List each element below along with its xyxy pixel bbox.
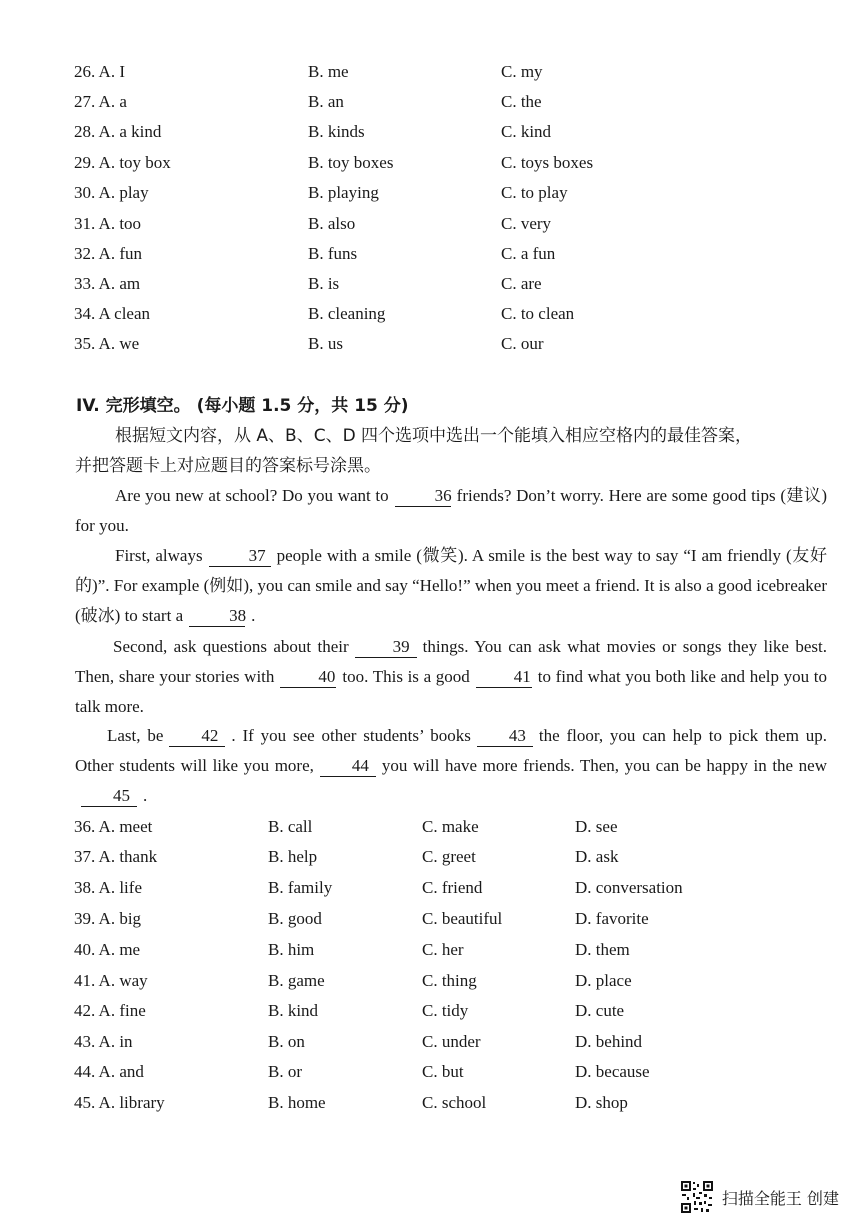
passage-text: Are you new at school? Do you want to	[115, 486, 389, 505]
option-b: B. an	[308, 92, 344, 111]
option-c: C. to play	[501, 183, 568, 202]
option-c: C. beautiful	[422, 909, 503, 928]
option-c: C. her	[422, 940, 464, 959]
passage-paragraph-4	[75, 721, 827, 811]
scanner-watermark	[680, 1180, 839, 1214]
instruction-line-2: 并把答题卡上对应题目的答案标号涂黑。	[75, 456, 381, 476]
blank-36: 36	[395, 486, 451, 507]
blank-41: 41	[476, 667, 532, 688]
option-b: B. game	[268, 971, 325, 990]
blank-40: 40	[280, 667, 336, 688]
qr-code-icon	[680, 1180, 714, 1214]
option-c: C. tidy	[422, 1001, 469, 1020]
option-a: 43. A. in	[74, 1032, 133, 1051]
passage-text: .	[143, 786, 148, 805]
option-b: B. playing	[308, 183, 379, 202]
option-a: 26. A. I	[74, 62, 125, 81]
option-d: D. because	[575, 1062, 650, 1081]
passage-paragraph-1	[75, 481, 827, 541]
option-a: 35. A. we	[74, 334, 140, 353]
option-b: B. or	[268, 1062, 302, 1081]
section-title: IV. 完形填空。 (每小题 1.5 分，共 15 分)	[76, 396, 409, 416]
option-a: 34. A clean	[74, 304, 151, 323]
option-a: 27. A. a	[74, 92, 127, 111]
option-c: C. our	[501, 334, 544, 353]
option-b: B. toy boxes	[308, 153, 394, 172]
passage-paragraph-3	[75, 632, 827, 722]
option-b: B. on	[268, 1032, 305, 1051]
blank-39: 39	[355, 637, 417, 658]
option-b: B. also	[308, 214, 356, 233]
blank-42: 42	[169, 726, 225, 747]
option-a: 33. A. am	[74, 274, 141, 293]
option-b: B. him	[268, 940, 315, 959]
passage-text: .	[251, 606, 256, 625]
option-c: C. under	[422, 1032, 481, 1051]
option-a: 39. A. big	[74, 909, 142, 928]
option-b: B. us	[308, 334, 343, 353]
passage-text: First, always	[115, 546, 203, 565]
option-b: B. help	[268, 847, 318, 866]
blank-37: 37	[209, 546, 271, 567]
passage-text: friends? Don’t worry. Here are some good tips (建议) for you.	[75, 486, 827, 535]
option-c: C. kind	[501, 122, 552, 141]
passage-text: you will have more friends. Then, you can be happy in the new	[381, 756, 827, 775]
option-c: C. make	[422, 817, 479, 836]
option-a: 28. A. a kind	[74, 122, 162, 141]
option-b: B. cleaning	[308, 304, 386, 323]
passage-text: Second, ask questions about their	[113, 637, 349, 656]
blank-45: 45	[81, 786, 137, 807]
option-c: C. but	[422, 1062, 464, 1081]
instruction-line-1: 根据短文内容，从 A、B、C、D 四个选项中选出一个能填入相应空格内的最佳答案，	[115, 426, 753, 446]
passage-paragraph-2	[75, 541, 827, 631]
option-a: 40. A. me	[74, 940, 141, 959]
option-a: 32. A. fun	[74, 244, 142, 263]
option-d: D. conversation	[575, 878, 683, 897]
option-a: 38. A. life	[74, 878, 142, 897]
passage-text: the floor, you can help to pick them up. Other students will like you more,	[75, 726, 827, 775]
option-c: C. the	[501, 92, 542, 111]
option-b: B. family	[268, 878, 333, 897]
option-c: C. greet	[422, 847, 476, 866]
option-b: B. kind	[268, 1001, 319, 1020]
option-b: B. is	[308, 274, 340, 293]
option-c: C. toys boxes	[501, 153, 594, 172]
blank-38: 38	[189, 606, 245, 627]
option-a: 37. A. thank	[74, 847, 158, 866]
option-c: C. to clean	[501, 304, 575, 323]
option-c: C. thing	[422, 971, 477, 990]
option-a: 45. A. library	[74, 1093, 165, 1112]
passage-text: to find what you both like and help you to talk more.	[75, 667, 827, 716]
option-d: D. place	[575, 971, 632, 990]
option-b: B. call	[268, 817, 313, 836]
passage-text: people with a smile (微笑). A smile is the best way to say “I am friendly (友好的)”. For example (例如), you can smile and say “Hello!” when you meet a friend. It is also a good icebreaker (破冰) to start a	[75, 546, 827, 625]
option-d: D. see	[575, 817, 618, 836]
option-a: 29. A. toy box	[74, 153, 171, 172]
option-b: B. home	[268, 1093, 326, 1112]
passage-text: things. You can ask what movies or songs they like best. Then, share your stories with	[75, 637, 827, 686]
option-b: B. good	[268, 909, 322, 928]
watermark-text: 扫描全能王 创建	[721, 1188, 839, 1208]
option-a: 44. A. and	[74, 1062, 144, 1081]
option-d: D. behind	[575, 1032, 643, 1051]
option-c: C. school	[422, 1093, 487, 1112]
option-d: D. ask	[575, 847, 619, 866]
blank-44: 44	[320, 756, 376, 777]
option-c: C. very	[501, 214, 552, 233]
blank-43: 43	[477, 726, 533, 747]
option-a: 31. A. too	[74, 214, 142, 233]
passage-text: too. This is a good	[342, 667, 470, 686]
option-b: B. me	[308, 62, 349, 81]
option-c: C. a fun	[501, 244, 556, 263]
option-d: D. cute	[575, 1001, 625, 1020]
option-a: 30. A. play	[74, 183, 149, 202]
option-d: D. shop	[575, 1093, 628, 1112]
option-c: C. friend	[422, 878, 483, 897]
option-d: D. favorite	[575, 909, 649, 928]
option-a: 41. A. way	[74, 971, 148, 990]
option-c: C. my	[501, 62, 543, 81]
option-a: 36. A. meet	[74, 817, 153, 836]
passage-text: Last, be	[107, 726, 164, 745]
option-b: B. funs	[308, 244, 358, 263]
option-b: B. kinds	[308, 122, 365, 141]
option-d: D. them	[575, 940, 630, 959]
passage-text: . If you see other students’ books	[231, 726, 471, 745]
option-c: C. are	[501, 274, 542, 293]
option-a: 42. A. fine	[74, 1001, 146, 1020]
